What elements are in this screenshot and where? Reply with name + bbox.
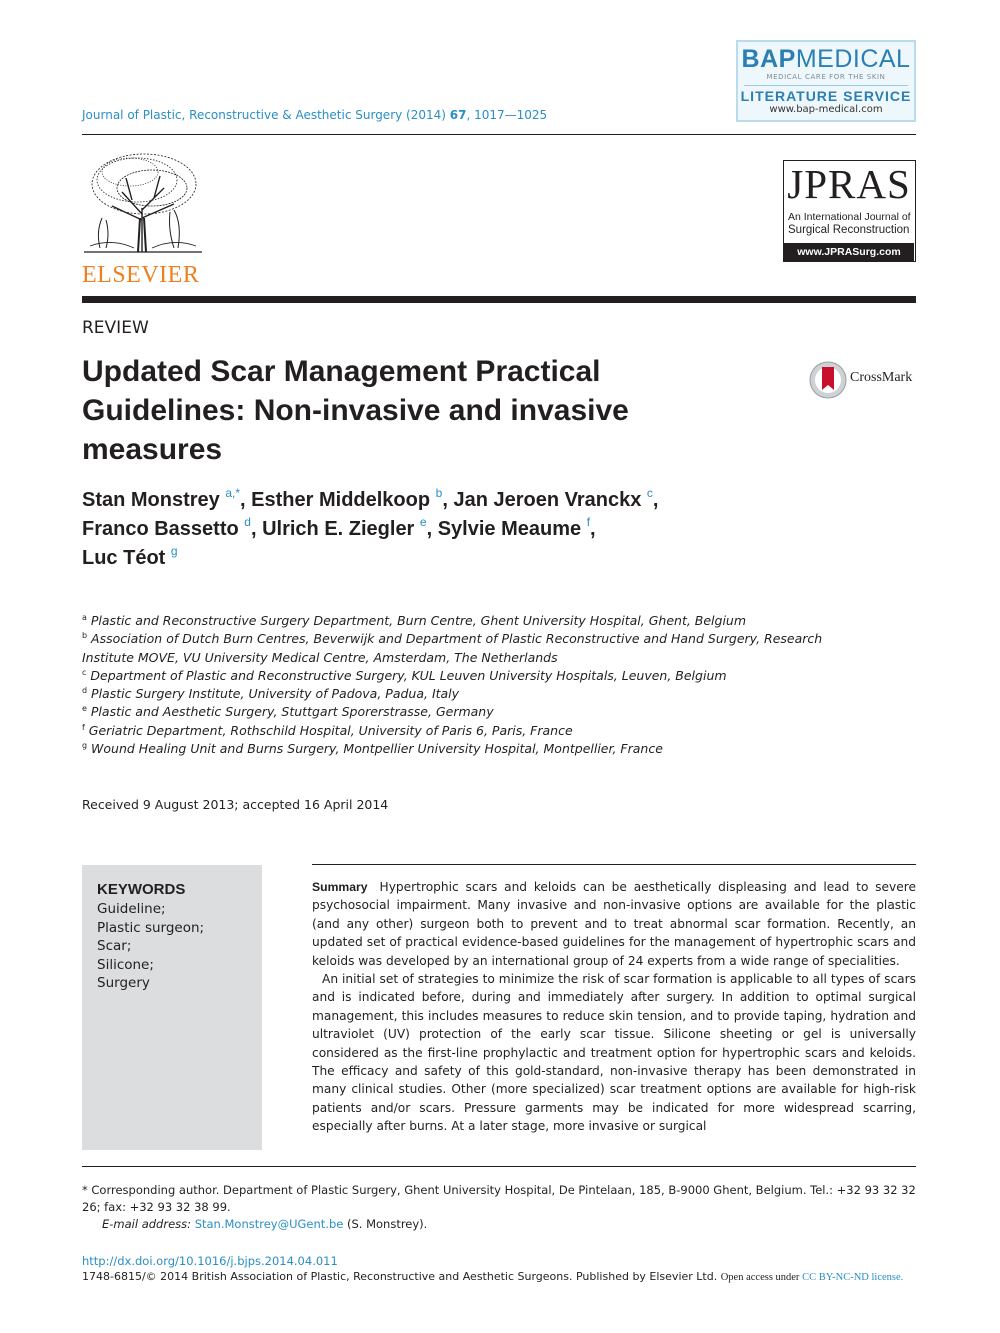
- abstract-paragraph: An initial set of strategies to minimize the risk of scar formation is applicable to all types of scars and is indicated before, during and immediately after surgery. In addition to optimal surgical management, this includes measures to reduce skin tension, and to provide taping, hydration and ultraviolet (UV) protection of the early scar tissue. Silicone sheeting or gel is universally considered as the first-line prophylactic and treatment option for hypertrophic scars and keloids. The efficacy and safety of this gold-standard, non-invasive therapy has been demonstrated in many clinical studies. Other (more specialized) scar treatment options are available for high-risk patients and/or scars. Pressure garments may be indicated for more widespread scarring, especially after burns. At a later stage, more invasive or surgical: [312, 972, 916, 1134]
- author-affiliation-ref[interactable]: c: [646, 486, 653, 500]
- elsevier-tree-icon: [82, 148, 204, 260]
- author: Sylvie Meaume $^f$,: [437, 515, 596, 540]
- crossmark-label: CrossMark: [850, 370, 913, 385]
- author: Stan Monstrey $^{a,*}$,: [82, 486, 252, 511]
- received-dates: Received 9 August 2013; accepted 16 April 2014: [82, 797, 389, 812]
- affiliation: $^f$ Geriatric Department, Rothschild Hospital, University of Paris 6, Paris, France: [82, 722, 573, 738]
- bap-tagline: MEDICAL CARE FOR THE SKIN: [766, 73, 886, 81]
- keyword: Scar;: [97, 938, 132, 954]
- abstract-rule: [312, 864, 916, 865]
- keyword: Silicone;: [97, 956, 154, 973]
- author-affiliation-ref[interactable]: d: [244, 515, 251, 529]
- keyword: Surgery: [97, 975, 150, 991]
- jpras-url[interactable]: www.JPRASurg.com: [784, 243, 914, 261]
- doi-link[interactable]: http://dx.doi.org/10.1016/j.bjps.2014.04.011: [82, 1254, 338, 1268]
- author: Jan Jeroen Vranckx $^c$,: [453, 486, 659, 511]
- affiliation: $^d$ Plastic Surgery Institute, University of Padova, Padua, Italy: [82, 686, 460, 702]
- jpras-subtitle-1: An International Journal of: [788, 211, 911, 223]
- affiliation: $^b$ Association of Dutch Burn Centres, Beverwijk and Department of Plastic Reconstructive and Hand Surgery, Research Institute MOVE, VU University Medical Centre, Amsterdam, The Netherlands: [82, 631, 823, 665]
- abstract-heading: Summary: [312, 880, 368, 894]
- elsevier-wordmark: ELSEVIER: [82, 262, 200, 288]
- jpras-logo: [783, 160, 916, 262]
- copyright-line: 1748-6815/© 2014 British Association of Plastic, Reconstructive and Aesthetic Surgeons. Published by Elsevier Ltd. Open access under CC BY-NC-ND license.: [82, 1270, 904, 1283]
- author: Ulrich E. Ziegler $^e$,: [262, 515, 438, 540]
- keywords-box: [82, 865, 262, 1150]
- author-affiliation-ref[interactable]: b: [435, 486, 443, 500]
- abstract: [312, 878, 916, 1136]
- bap-url[interactable]: www.bap-medical.com: [769, 104, 883, 115]
- jpras-subtitle-2: Surgical Reconstruction: [788, 224, 910, 236]
- literature-service-label: LITERATURE SERVICE: [740, 88, 912, 104]
- badge-divider: [744, 85, 908, 86]
- email-line: E-mail address: Stan.Monstrey@UGent.be (S. Monstrey).: [102, 1217, 428, 1231]
- author-affiliation-ref[interactable]: g: [170, 544, 178, 558]
- affiliation: $^a$ Plastic and Reconstructive Surgery Department, Burn Centre, Ghent University Hospital, Ghent, Belgium: [82, 613, 747, 628]
- article-type: REVIEW: [82, 318, 149, 338]
- crossmark-icon: [808, 360, 848, 400]
- keyword: Plastic surgeon;: [97, 919, 205, 936]
- article-title: Updated Scar Management Practical Guidelines: Non-invasive and invasive measures: [82, 355, 629, 466]
- keyword: Guideline;: [97, 901, 166, 917]
- bap-medical-badge: [736, 40, 916, 122]
- author-affiliation-ref[interactable]: e: [419, 515, 427, 529]
- corresponding-author-text: * Corresponding author. Department of Plastic Surgery, Ghent University Hospital, De Pintelaan, 185, B-9000 Ghent, Belgium. Tel.: +32 93 32 32 26; fax: +32 93 32 38 99.: [82, 1183, 916, 1214]
- affiliation: $^c$ Department of Plastic and Reconstructive Surgery, KUL Leuven University Hospitals, Leuven, Belgium: [82, 667, 727, 683]
- affiliation: $^g$ Wound Healing Unit and Burns Surgery, Montpellier University Hospital, Montpellier, France: [82, 741, 663, 757]
- author: Franco Bassetto $^d$,: [82, 515, 263, 540]
- corresponding-author-note: [82, 1182, 918, 1233]
- license-link[interactable]: CC BY-NC-ND license.: [802, 1272, 904, 1283]
- author: Luc Téot $^g$: [82, 544, 178, 569]
- header-rule: [82, 134, 916, 135]
- jpras-title: JPRAS: [787, 161, 911, 207]
- author-affiliation-ref[interactable]: f: [586, 515, 591, 529]
- journal-citation[interactable]: Journal of Plastic, Reconstructive & Aesthetic Surgery (2014) 67, 1017—1025: [82, 108, 548, 122]
- footnote-rule: [82, 1166, 916, 1167]
- crossmark-button[interactable]: [808, 360, 928, 400]
- keywords-heading: KEYWORDS: [97, 881, 186, 898]
- author-list: [82, 486, 922, 573]
- bap-medical-logo: BAPMEDICAL: [741, 45, 911, 73]
- affiliation-list: [82, 612, 842, 758]
- email-link[interactable]: Stan.Monstrey@UGent.be: [194, 1217, 344, 1231]
- abstract-paragraph: Summary Hypertrophic scars and keloids can be aesthetically displeasing and lead to severe psychosocial impairment. Many invasive and non-invasive options are available for the plastic (and any other) surgeon both to prevent and to treat abnormal scar formation. Recently, an updated set of practical evidence-based guidelines for the management of hypertrophic scars and keloids was developed by an international group of 24 experts from a wide range of specialities.: [312, 880, 916, 968]
- title-rule: [82, 296, 916, 303]
- author-affiliation-ref[interactable]: a,*: [225, 486, 241, 500]
- affiliation: $^e$ Plastic and Aesthetic Surgery, Stuttgart Sporerstrasse, Germany: [82, 704, 494, 720]
- author: Esther Middelkoop $^b$,: [251, 486, 454, 511]
